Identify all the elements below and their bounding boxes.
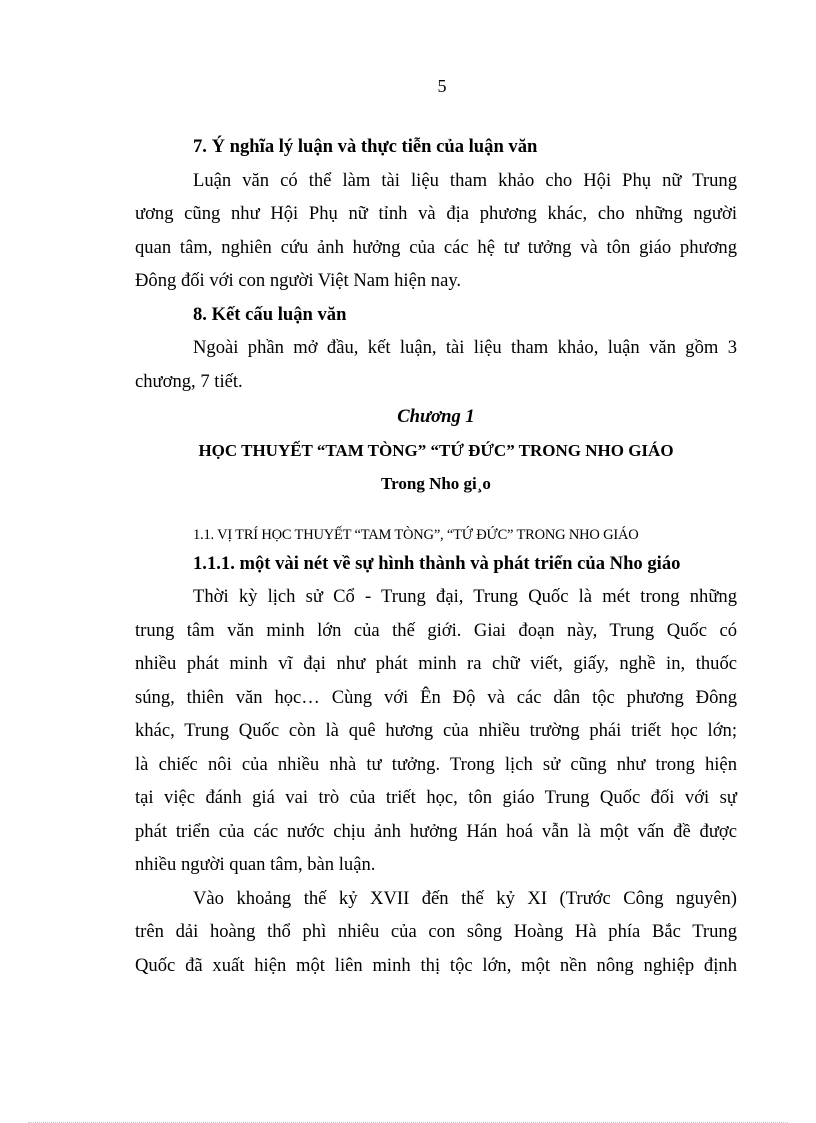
paragraph-line: chương, 7 tiết. (135, 370, 243, 392)
section-7-heading: 7. Ý nghĩa lý luận và thực tiễn của luận văn (193, 136, 538, 157)
paragraph-line: súng, thiên văn học… Cùng với Ên Độ và các dân tộc phương Đông (135, 686, 737, 708)
paragraph-line: nhiều người quan tâm, bàn luận. (135, 854, 376, 875)
paragraph-line: khác, Trung Quốc còn là quê hương của nhiều trường phái triết học lớn; (135, 720, 737, 741)
paragraph-line: Ngoài phần mở đầu, kết luận, tài liệu tham khảo, luận văn gồm 3 (193, 337, 737, 358)
paragraph-line: Đông đối với con người Việt Nam hiện nay. (135, 270, 462, 291)
document-body (135, 130, 737, 982)
chapter-title: HỌC THUYẾT “TAM TÒNG” “TỨ ĐỨC” TRONG NHO GIÁO (198, 440, 674, 460)
paragraph-line: ương cũng như Hội Phụ nữ tỉnh và địa phương khác, cho những người (135, 203, 737, 224)
paragraph-line: quan tâm, nghiên cứu ảnh hưởng của các hệ tư tưởng và tôn giáo phương (135, 236, 737, 258)
paragraph-line: nhiều phát minh vĩ đại như phát minh ra chữ viết, giấy, nghề in, thuốc (135, 653, 737, 674)
paragraph-line: Vào khoảng thế kỷ XVII đến thế kỷ XI (Trước Công nguyên) (193, 887, 737, 909)
chapter-label: Chương 1 (397, 406, 475, 427)
section-8-heading: 8. Kết cấu luận văn (193, 303, 347, 325)
section-1-1-heading: 1.1. VỊ TRÍ HỌC THUYẾT “TAM TÒNG”, “TỨ ĐỨC” TRONG NHO GIÁO (193, 526, 639, 543)
paragraph-line: Thời kỳ lịch sử Cổ - Trung đại, Trung Quốc là mét trong những (193, 586, 737, 607)
paragraph-line: tại việc đánh giá vai trò của triết học, tôn giáo Trung Quốc đối với sự (135, 787, 737, 808)
paragraph-line: Luận văn có thể làm tài liệu tham khảo cho Hội Phụ nữ Trung (193, 169, 737, 191)
paragraph-line: trên dải hoàng thổ phì nhiêu của con sông Hoàng Hà phía Bắc Trung (135, 921, 737, 942)
paragraph-line: trung tâm văn minh lớn của thế giới. Giai đoạn này, Trung Quốc có (135, 619, 737, 641)
page-number: 5 (437, 76, 447, 96)
paragraph-line: Quốc đã xuất hiện một liên minh thị tộc lớn, một nền nông nghiệp định (135, 954, 737, 976)
paragraph-line: là chiếc nôi của nhiều nhà tư tưởng. Trong lịch sử cũng như trong hiện (135, 753, 737, 775)
subsection-1-1-1-heading: 1.1.1. một vài nét về sự hình thành và phát triển của Nho giáo (193, 552, 681, 574)
chapter-subtitle: Trong Nho gi¸o (381, 474, 491, 493)
paragraph-line: phát triển của các nước chịu ảnh hưởng Hán hoá vẫn là một vấn đề được (135, 820, 737, 842)
